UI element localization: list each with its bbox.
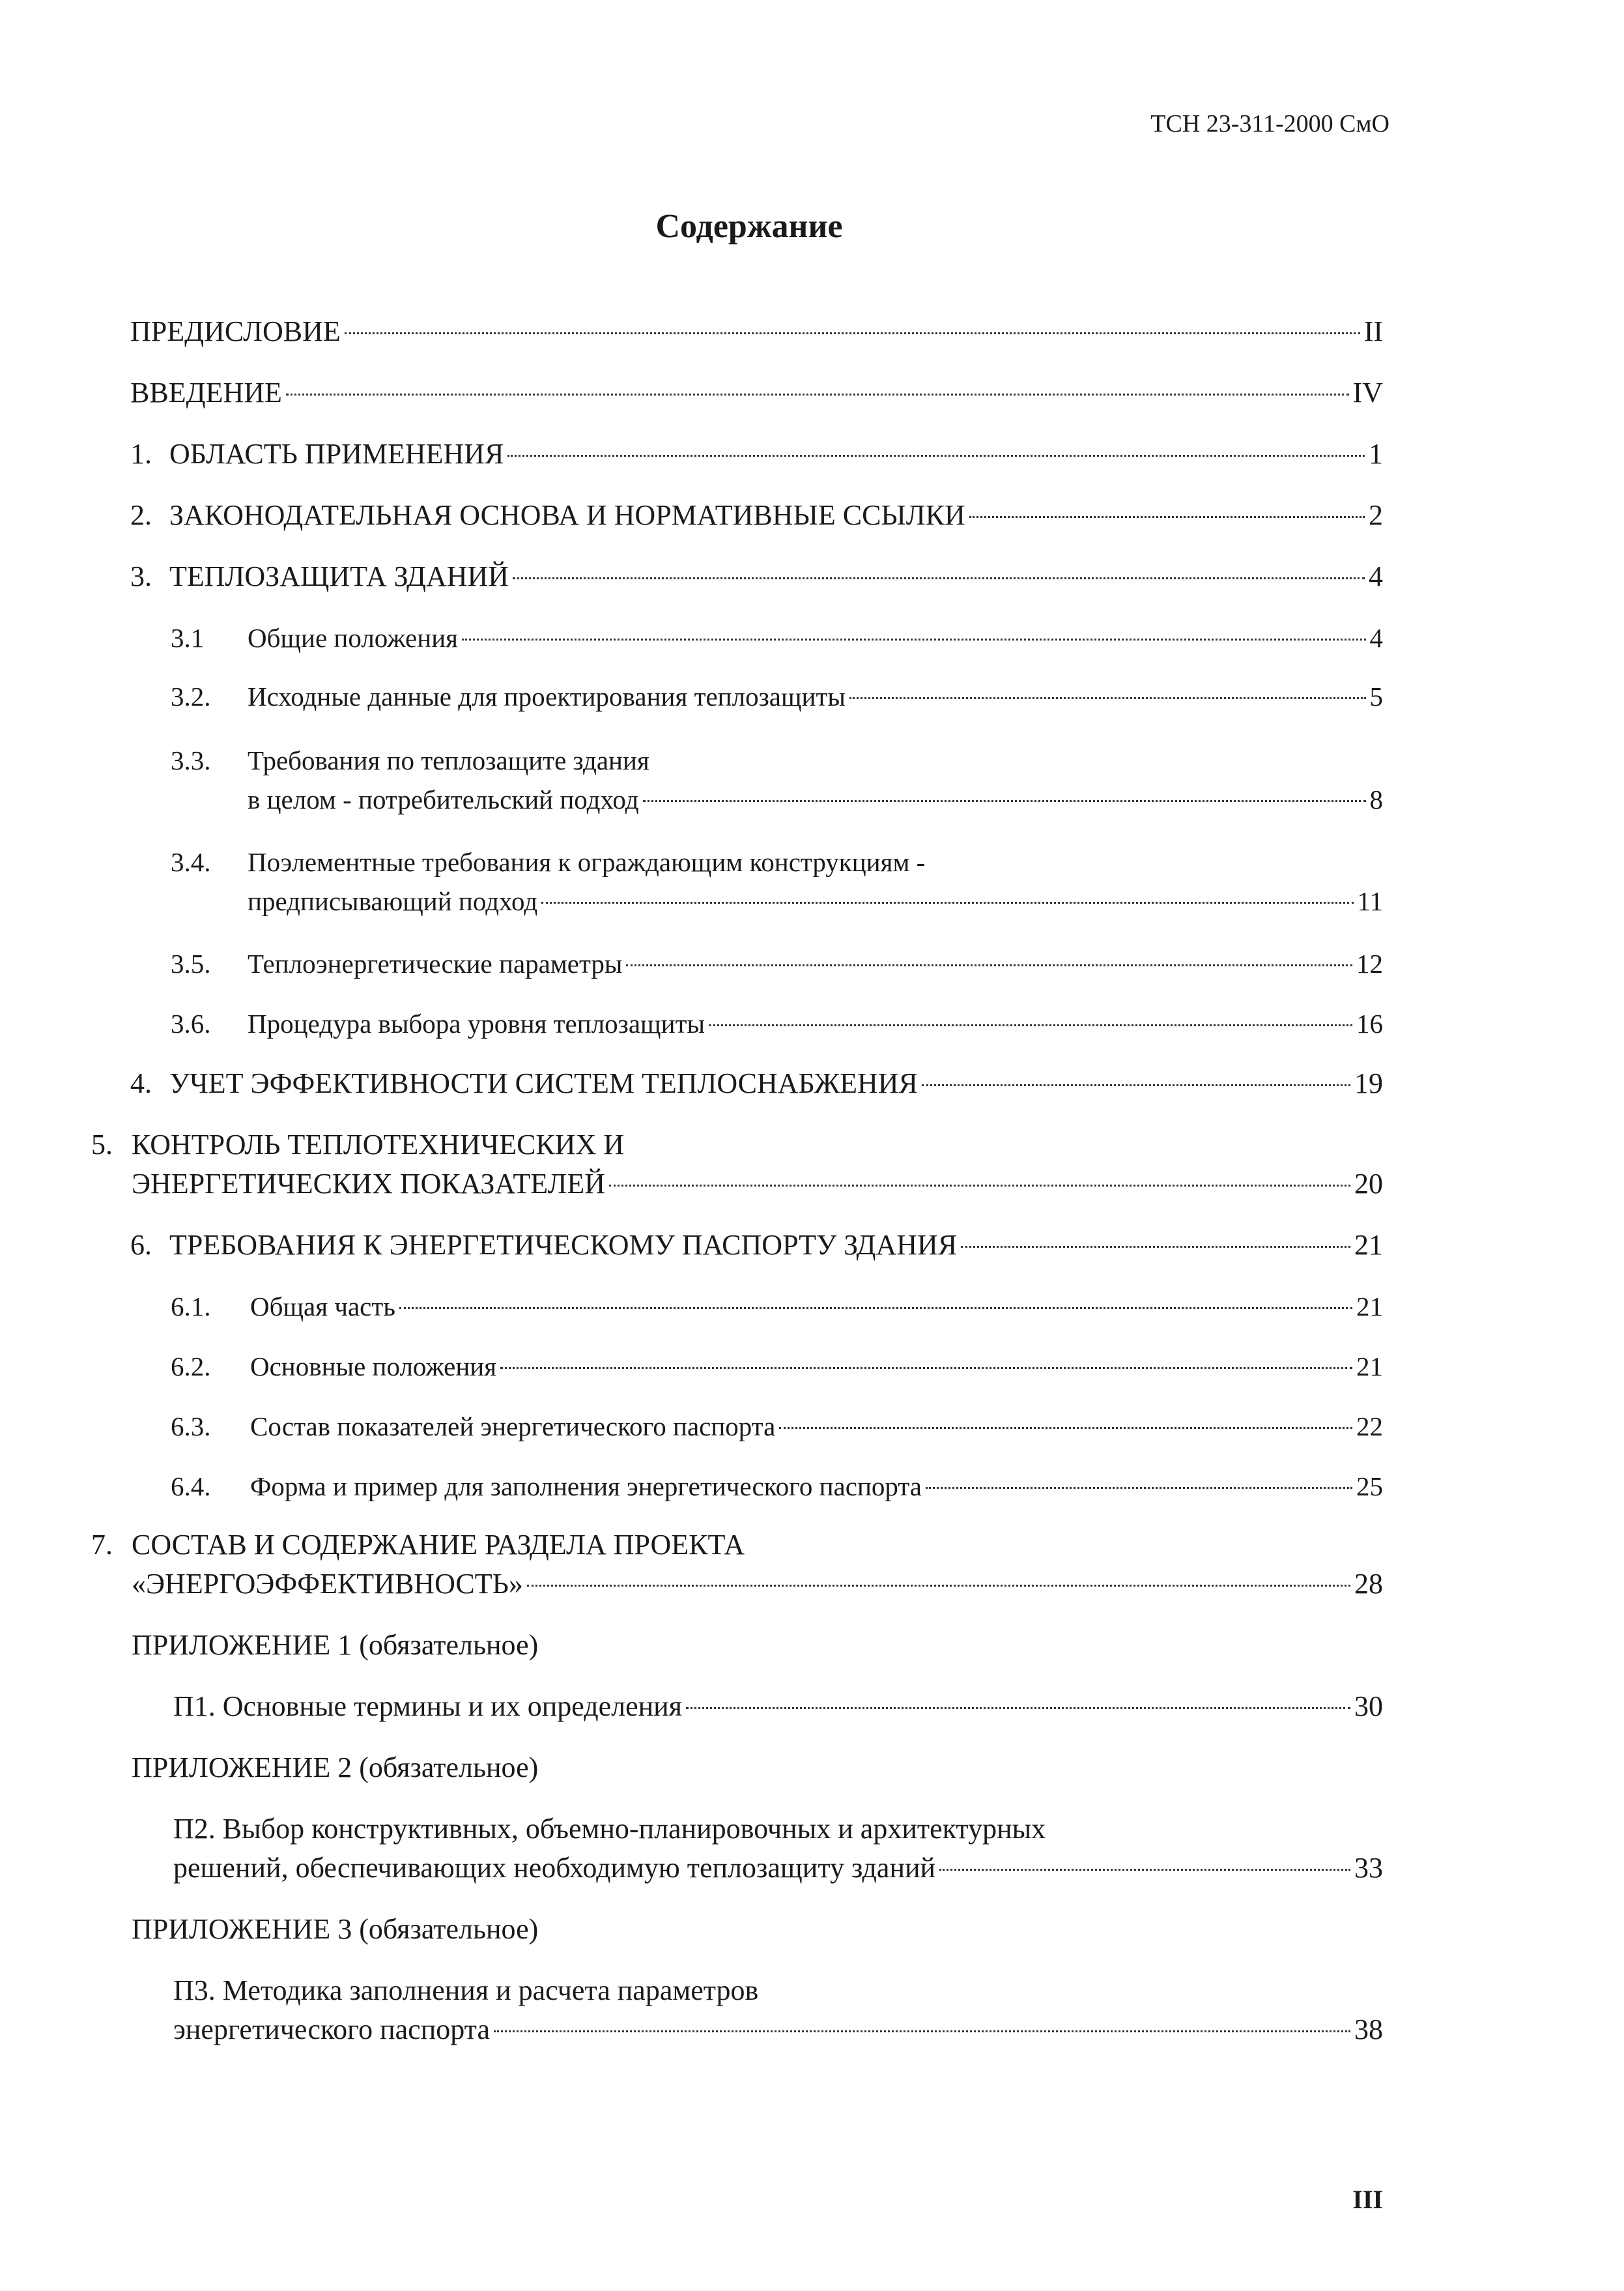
toc-entry-section-3-4[interactable]: предписывающий подход 11 xyxy=(248,881,1383,921)
dot-leader xyxy=(626,964,1352,966)
page-number: 33 xyxy=(1354,1852,1383,1884)
footer-page-number: III xyxy=(1352,2185,1383,2214)
document-code: ТСН 23-311-2000 СмО xyxy=(1150,110,1389,137)
page-number: 2 xyxy=(1369,499,1383,531)
page-number: 28 xyxy=(1354,1568,1383,1600)
page-number: IV xyxy=(1352,377,1383,409)
dot-leader xyxy=(507,455,1365,457)
page-number: 16 xyxy=(1356,1009,1383,1039)
toc-entry-section-3-3[interactable]: в целом - потребительский подход 8 xyxy=(248,779,1383,820)
appendix-3-heading: ПРИЛОЖЕНИЕ 3 (обязательное) xyxy=(132,1913,539,1945)
dot-leader xyxy=(462,639,1366,641)
toc-entry-section-3-4-line1[interactable]: 3.4. Поэлементные требования к ограждающим конструкциям - xyxy=(171,847,926,877)
toc-entry-section-6[interactable]: 6. ТРЕБОВАНИЯ К ЭНЕРГЕТИЧЕСКОМУ ПАСПОРТУ ЗДАНИЯ 21 xyxy=(130,1225,1383,1265)
toc-entry-appendix-1[interactable]: П1. Основные термины и их определения 30 xyxy=(173,1686,1383,1727)
page-number: 8 xyxy=(1369,785,1383,814)
page-number: 4 xyxy=(1369,560,1383,592)
page-number: 4 xyxy=(1369,623,1383,653)
dot-leader xyxy=(399,1307,1352,1309)
toc-entry-section-2[interactable]: 2. ЗАКОНОДАТЕЛЬНАЯ ОСНОВА И НОРМАТИВНЫЕ ССЫЛКИ 2 xyxy=(130,495,1383,536)
page-number: 30 xyxy=(1354,1690,1383,1722)
dot-leader xyxy=(609,1185,1350,1187)
page-number: 21 xyxy=(1354,1229,1383,1261)
dot-leader xyxy=(345,332,1360,334)
page-number: 19 xyxy=(1354,1067,1383,1099)
page-number: 5 xyxy=(1369,682,1383,712)
dot-leader xyxy=(961,1246,1350,1248)
dot-leader xyxy=(709,1024,1352,1026)
toc-entry-section-3-5[interactable]: 3.5. Теплоэнергетические параметры 12 xyxy=(171,944,1383,984)
page-number: 38 xyxy=(1354,2013,1383,2045)
toc-entry-appendix-2-line1[interactable]: П2. Выбор конструктивных, объемно-планировочных и архитектурных xyxy=(173,1813,1046,1845)
dot-leader xyxy=(527,1585,1350,1587)
toc-entry-section-5-line1[interactable]: 5. КОНТРОЛЬ ТЕПЛОТЕХНИЧЕСКИХ И xyxy=(91,1129,625,1160)
toc-entry-section-6-4[interactable]: 6.4. Форма и пример для заполнения энергетического паспорта 25 xyxy=(171,1466,1383,1506)
dot-leader xyxy=(779,1427,1352,1429)
toc-entry-section-3-6[interactable]: 3.6. Процедура выбора уровня теплозащиты 16 xyxy=(171,1003,1383,1044)
toc-entry-section-7-line1[interactable]: 7. СОСТАВ И СОДЕРЖАНИЕ РАЗДЕЛА ПРОЕКТА xyxy=(91,1529,745,1561)
dot-leader xyxy=(286,394,1349,396)
toc-entry-section-3-2[interactable]: 3.2. Исходные данные для проектирования теплозащиты 5 xyxy=(171,676,1383,717)
toc-entry-section-6-3[interactable]: 6.3. Состав показателей энергетического паспорта 22 xyxy=(171,1406,1383,1447)
toc-entry-section-5[interactable]: ЭНЕРГЕТИЧЕСКИХ ПОКАЗАТЕЛЕЙ 20 xyxy=(132,1164,1383,1204)
page-number: 1 xyxy=(1369,438,1383,470)
dot-leader xyxy=(969,516,1365,518)
page-number: 25 xyxy=(1356,1471,1383,1501)
page-number: 20 xyxy=(1354,1168,1383,1200)
toc-entry-section-3[interactable]: 3. ТЕПЛОЗАЩИТА ЗДАНИЙ 4 xyxy=(130,556,1383,597)
toc-entry-appendix-2[interactable]: решений, обеспечивающих необходимую теплозащиту зданий 33 xyxy=(173,1848,1383,1888)
page-title: Содержание xyxy=(655,208,843,245)
dot-leader xyxy=(643,800,1366,802)
dot-leader xyxy=(849,697,1366,699)
toc-entry-section-7[interactable]: «ЭНЕРГОЭФФЕКТИВНОСТЬ» 28 xyxy=(132,1564,1383,1604)
dot-leader xyxy=(541,902,1353,904)
dot-leader xyxy=(500,1367,1352,1369)
toc-entry-section-6-2[interactable]: 6.2. Основные положения 21 xyxy=(171,1346,1383,1387)
toc-entry-preface[interactable]: ПРЕДИСЛОВИЕ II xyxy=(130,311,1383,352)
page-number: 21 xyxy=(1356,1291,1383,1321)
toc-entry-appendix-3[interactable]: энергетического паспорта 38 xyxy=(173,2010,1383,2050)
appendix-2-heading: ПРИЛОЖЕНИЕ 2 (обязательное) xyxy=(132,1751,539,1783)
toc-entry-intro[interactable]: ВВЕДЕНИЕ IV xyxy=(130,373,1383,413)
page-number: 12 xyxy=(1356,949,1383,979)
toc-entry-section-4[interactable]: 4. УЧЕТ ЭФФЕКТИВНОСТИ СИСТЕМ ТЕПЛОСНАБЖЕНИЯ 19 xyxy=(130,1063,1383,1104)
toc-entry-section-6-1[interactable]: 6.1. Общая часть 21 xyxy=(171,1286,1383,1327)
dot-leader xyxy=(686,1707,1350,1709)
dot-leader xyxy=(494,2030,1350,2032)
appendix-1-heading: ПРИЛОЖЕНИЕ 1 (обязательное) xyxy=(132,1629,539,1661)
toc-entry-appendix-3-line1[interactable]: П3. Методика заполнения и расчета параметров xyxy=(173,1974,759,2006)
toc-entry-section-3-3-line1[interactable]: 3.3. Требования по теплозащите здания xyxy=(171,745,649,775)
dot-leader xyxy=(926,1487,1352,1489)
toc-entry-section-1[interactable]: 1. ОБЛАСТЬ ПРИМЕНЕНИЯ 1 xyxy=(130,434,1383,474)
dot-leader xyxy=(939,1869,1350,1871)
page-number: 21 xyxy=(1356,1351,1383,1381)
page-number: 11 xyxy=(1357,886,1383,916)
toc-entry-section-3-1[interactable]: 3.1 Общие положения 4 xyxy=(171,618,1383,658)
dot-leader xyxy=(513,577,1365,579)
page-number: 22 xyxy=(1356,1411,1383,1441)
dot-leader xyxy=(922,1084,1350,1086)
page-number: II xyxy=(1363,315,1383,347)
